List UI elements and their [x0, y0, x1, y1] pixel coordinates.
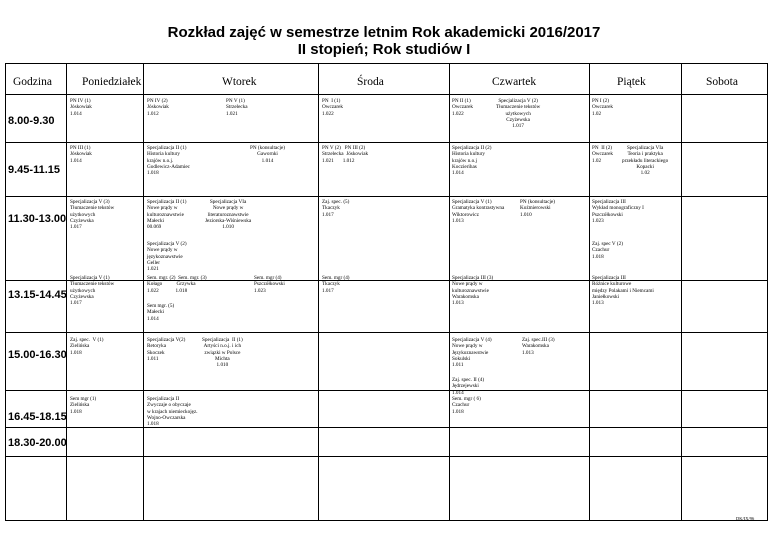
class-entry: Specjalizacja VIa Nowe prądy w literaturoznawstwie Jeziorska-Wiśniewska 1.010: [205, 199, 252, 231]
class-entry: Zaj. spec.III (3) Warakomska 1.013: [522, 337, 555, 356]
grid-line-row: [5, 142, 768, 143]
class-entry: Sem. mgr (4) Pszczółkowski 1.023: [254, 275, 285, 294]
header-czwartek: Czwartek: [492, 76, 537, 88]
class-entry: PN II (2) Owczarek 1.02: [592, 145, 614, 164]
class-entry: Sem mgr. (5) Małecki 1.014: [147, 303, 175, 322]
class-entry: Sem mgr (1) Zielińska 1.018: [70, 396, 97, 415]
time-slot: 15.00-16.30: [8, 349, 67, 361]
time-slot: 9.45-11.15: [8, 164, 60, 176]
footer-code: DK/IX/96: [736, 516, 755, 521]
header-poniedzialek: Poniedziałek: [82, 76, 142, 88]
grid-line-bottom: [5, 520, 768, 521]
grid-line-row: [5, 456, 768, 457]
time-slot: 16.45-18.15: [8, 411, 67, 423]
class-entry: PN (konsultacje) Gawornki 1.014: [250, 145, 286, 164]
header-wtorek: Wtorek: [222, 76, 257, 88]
grid-line-row: [5, 427, 768, 428]
class-entry: PN IV (1) Jóskowiak 1.014: [70, 98, 92, 117]
class-entry: PN IV (2) Jóskowiak 1.012: [147, 98, 169, 117]
grid-line-col: [589, 63, 590, 520]
grid-line-col: [5, 63, 6, 520]
class-entry: Specjalizacja II (1) Artyści n.o.j. i ich związki w Polsce Michta 1.010: [202, 337, 243, 369]
page-title: Rozkład zajęć w semestrze letnim Rok akademicki 2016/2017: [167, 24, 601, 41]
class-entry: Specjalizacja V(2) Retoryka Skoczek 1.011: [147, 337, 186, 362]
grid-line-row: [5, 332, 768, 333]
grid-line-row: [5, 390, 768, 391]
grid-line-col: [143, 63, 144, 520]
class-entry: Specjalizacja III (3) Nowe prądy w kulturoznawstwie Warakomska 1.013: [452, 275, 494, 307]
header-godzina: Godzina: [13, 76, 52, 88]
class-entry: PN V (2) PN III (2) Strzelecka Jóskowiak 1.021 1.012: [322, 145, 369, 164]
class-entry: Specjalizacja II (1) Nowe prądy w kulturoznawstwie Małecki 00.069: [147, 199, 187, 231]
class-entry: Specjalizacja V (2) Tłumaczenie tekstów użytkowych Czyżewska 1.017: [496, 98, 541, 130]
page-subtitle: II stopień; Rok studiów I: [297, 41, 471, 58]
class-entry: Zaj. spec V (2) Czachur 1.018: [592, 241, 623, 260]
time-slot: 18.30-20.00: [8, 437, 67, 449]
class-entry: Specjalizacja V (3) Tłumaczenie tekstów użytkowych Czyżewska 1.017: [70, 199, 115, 231]
class-entry: PN III (1) Jóskowiak 1.014: [70, 145, 92, 164]
class-entry: PN I (1) Owczarek 1.022: [322, 98, 344, 117]
grid-line-row: [5, 196, 768, 197]
class-entry: Specjalizacja V (1) Gramatyka kontrastywna Wiktorowicz 1.013: [452, 199, 505, 224]
class-entry: PN II (1) Owczarek 1.022: [452, 98, 474, 117]
class-entry: Specjalizacja II (2) Historia kultury krajów n.o.j Koczierihas 1.014: [452, 145, 492, 177]
class-entry: Sem. mgr. (2) Sem. mgr. (3) Kołago Grzywka 1.022 1.018: [147, 275, 207, 294]
time-slot: 11.30-13.00: [8, 213, 67, 225]
time-slot: 8.00-9.30: [8, 115, 55, 127]
class-entry: Specjalizacja V (1) Tłumaczenie tekstów użytkowych Czyżewska 1.017: [70, 275, 115, 307]
class-entry: PN V (1) Strzelecka 1.021: [226, 98, 248, 117]
class-entry: Specjalizacja VIa Teoria i praktyka przekładu literackiego Kopacki 1.02: [622, 145, 669, 177]
header-piatek: Piątek: [617, 76, 646, 88]
header-sobota: Sobota: [706, 76, 738, 88]
class-entry: Sem. mgr ( 6) Czachur 1.018: [452, 396, 481, 415]
class-entry: Specjalizacja V (4) Nowe prądy w Językoznawstwie Sokulski 1.011: [452, 337, 492, 369]
class-entry: Specjalizacja II Zwyczaje o obyczaje w krajach niemieckojęz. Wojno-Owczarska 1.018: [147, 396, 198, 428]
class-entry: PN I (2) Owczarek 1.02: [592, 98, 614, 117]
class-entry: Specjalizacja II (1) Historia kultury krajów n.o.j. Godlewicz-Adamiec 1.018: [147, 145, 190, 177]
time-slot: 13.15-14.45: [8, 289, 67, 301]
grid-line-top: [5, 63, 768, 64]
class-entry: PN (konsultacje) Koźmierowski 1.010: [520, 199, 556, 218]
class-entry: Specjalizacja III Różnice kulturowe między Polakami i Niemcami Janiełkowski 1.013: [592, 275, 654, 307]
class-entry: Zaj. spec. (5) Tkaczyk 1.017: [322, 199, 350, 218]
grid-line-col: [681, 63, 682, 520]
grid-line-header: [5, 94, 768, 95]
grid-line-col: [449, 63, 450, 520]
class-entry: Specjalizacja V (2) Nowe prądy w językoznawstwie Geller 1.021: [147, 241, 187, 273]
class-entry: Zaj. spec. II (4) Jędrzejewski 1.014: [452, 377, 485, 396]
grid-line-col: [318, 63, 319, 520]
class-entry: Zaj. spec. V (1) Zielińska 1.018: [70, 337, 104, 356]
header-sroda: Środa: [357, 76, 384, 88]
class-entry: Sem. mgr (4) Tkaczyk 1.017: [322, 275, 350, 294]
class-entry: Specjalizacja III Wykład monograficzny I Pszczółkowski 1.023: [592, 199, 644, 224]
